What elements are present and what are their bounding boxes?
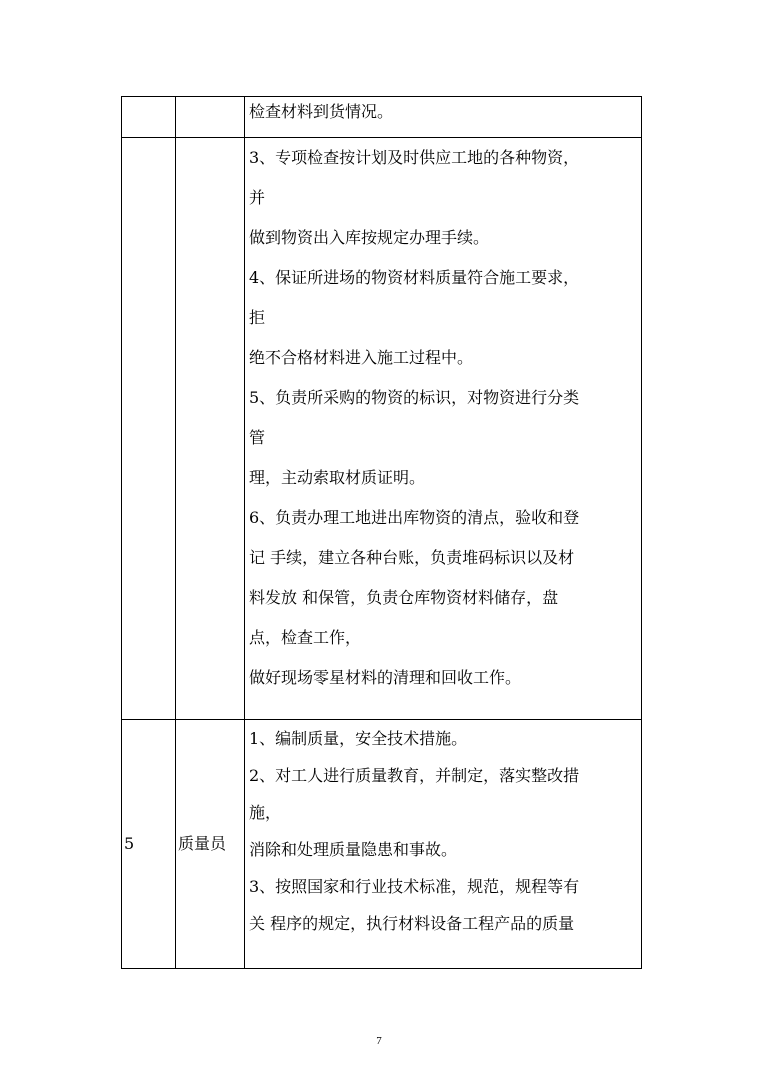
number-cell [122,97,176,138]
description-block [247,138,641,698]
number-cell [122,138,176,720]
row-number: 5 [124,834,135,853]
number-cell [122,720,176,969]
description-line: 4、保证所进场的物资材料质量符合施工要求， [249,268,580,287]
description-line: 管 [249,428,266,447]
description-line: 6、负责办理工地进出库物资的清点，验收和登 [249,508,580,527]
description-line: 3、专项检查按计划及时供应工地的各种物资， [249,148,580,167]
description-line: 关 程序的规定，执行材料设备工程产品的质量 [249,914,575,933]
table-row [122,138,642,720]
role-cell [176,720,245,969]
description-line: 消除和处理质量隐患和事故。 [249,840,458,859]
duty-description-cell [245,97,642,138]
role-cell [176,97,245,138]
role-name: 质量员 [178,834,227,853]
description-line: 绝不合格材料进入施工过程中。 [249,348,474,367]
description-line: 1、编制质量，安全技术措施。 [249,729,468,748]
description-line: 记 手续，建立各种台账，负责堆码标识以及材 [249,548,575,567]
role-cell [176,138,245,720]
description-line: 3、按照国家和行业技术标准，规范，规程等有 [249,877,580,896]
duty-description-cell [245,138,642,720]
description-line: 理，主动索取材质证明。 [249,468,426,487]
description-line: 2、对工人进行质量教育，并制定，落实整改措 [249,766,580,785]
page-number: 7 [376,1035,382,1047]
description-line: 检查材料到货情况。 [249,102,394,121]
description-line: 料发放 和保管，负责仓库物资材料储存，盘 [249,588,559,607]
duty-table [121,96,642,969]
description-block [247,720,641,942]
description-line: 并 [249,188,266,207]
description-line: 5、负责所采购的物资的标识，对物资进行分类 [249,388,580,407]
duty-description-cell [245,720,642,969]
description-line: 做好现场零星材料的清理和回收工作。 [249,668,522,687]
description-line: 做到物资出入库按规定办理手续。 [249,228,490,247]
description-line: 施， [249,803,282,822]
table-row [122,720,642,969]
table-row [122,97,642,138]
description-line: 点，检查工作， [249,628,362,647]
description-line: 拒 [249,308,266,327]
